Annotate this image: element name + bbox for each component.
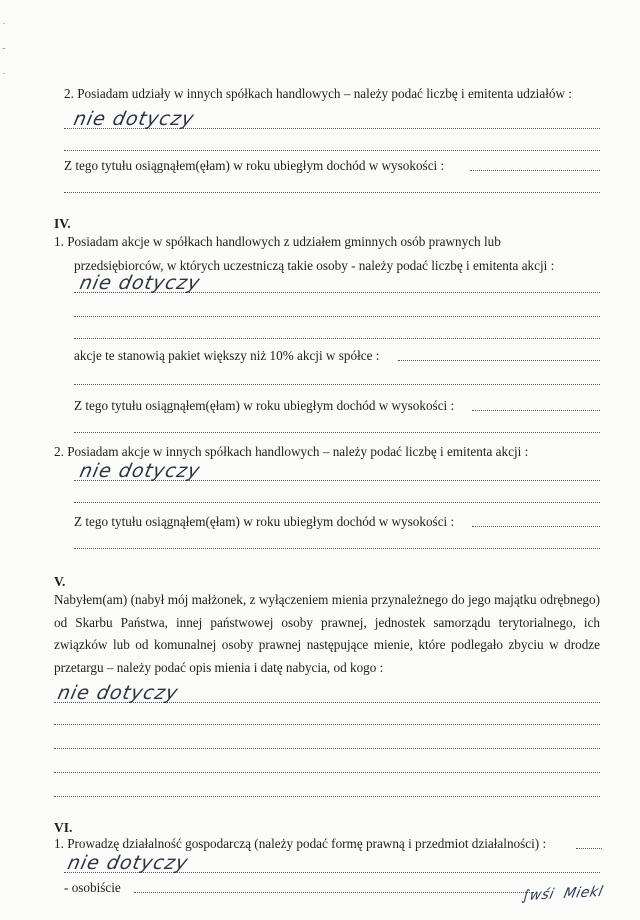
income-line <box>470 170 600 171</box>
packet-label: akcje te stanowią pakiet większy niż 10% akcji w spółce : <box>74 348 380 363</box>
handwritten-answer: nie dotyczy <box>66 854 194 872</box>
section-heading-vi: VI. <box>54 820 73 835</box>
answer-line <box>74 548 600 549</box>
handwritten-signature: ∫wśi Miekl <box>520 883 605 905</box>
answer-line <box>54 796 600 797</box>
income-line <box>472 410 600 411</box>
answer-line <box>74 384 600 385</box>
answer-line <box>74 502 600 503</box>
income-label: Z tego tytułu osiągnąłem(ęłam) w roku ubiegłym dochód w wysokości : <box>74 514 455 529</box>
answer-line <box>74 338 600 339</box>
shares-question: 2. Posiadam udziały w innych spółkach handlowych – należy podać liczbę i emitenta udziałów : <box>64 86 572 101</box>
packet-line <box>398 360 600 361</box>
business-activity-question: 1. Prowadzę działalność gospodarczą (należy podać formę prawną i przedmiot działalności) : <box>54 836 547 851</box>
answer-line <box>576 848 602 849</box>
scan-artifact: · <box>2 68 6 80</box>
scan-artifact: - <box>2 42 6 54</box>
answer-line <box>74 432 600 433</box>
other-stocks-question: 2. Posiadam akcje w innych spółkach handlowych – należy podać liczbę i emitenta akcji : <box>54 444 529 459</box>
income-label: Z tego tytułu osiągnąłem(ęłam) w roku ubiegłym dochód w wysokości : <box>64 158 445 173</box>
stocks-question-line2: przedsiębiorców, w których uczestniczą takie osoby - należy podać liczbę i emitenta akcji : <box>74 258 555 273</box>
answer-line <box>54 724 600 725</box>
answer-line <box>54 748 600 749</box>
stocks-question-line1: 1. Posiadam akcje w spółkach handlowych z udziałem gminnych osób prawnych lub <box>54 234 501 249</box>
income-line <box>472 526 600 527</box>
handwritten-answer: nie dotyczy <box>72 110 200 128</box>
section-heading-v: V. <box>54 574 66 589</box>
income-label: Z tego tytułu osiągnąłem(ęłam) w roku ubiegłym dochód w wysokości : <box>74 398 455 413</box>
handwritten-answer: nie dotyczy <box>78 274 206 292</box>
answer-line <box>54 772 600 773</box>
acquired-property-text: Nabyłem(am) (nabył mój małżonek, z wyłączeniem mienia przynależnego do jego majątku odrębnego) od Skarbu Państwa, innej państwowej osoby prawnej, jednostek samorządu terytorialnego, ich związków lub od komunalnej osoby prawnej następujące mienie, które podlegało zbyciu w drodze przetargu – należy podać opis mienia i datę nabycia, od kogo : <box>54 592 600 675</box>
scan-artifact: · <box>2 18 6 30</box>
answer-line <box>64 192 600 193</box>
section-heading-iv: IV. <box>54 216 71 231</box>
handwritten-answer: nie dotyczy <box>56 684 184 702</box>
answer-line <box>64 150 600 151</box>
answer-line <box>134 892 534 893</box>
answer-line <box>74 316 600 317</box>
personal-label: - osobiście <box>64 880 121 895</box>
handwritten-answer: nie dotyczy <box>78 462 206 480</box>
